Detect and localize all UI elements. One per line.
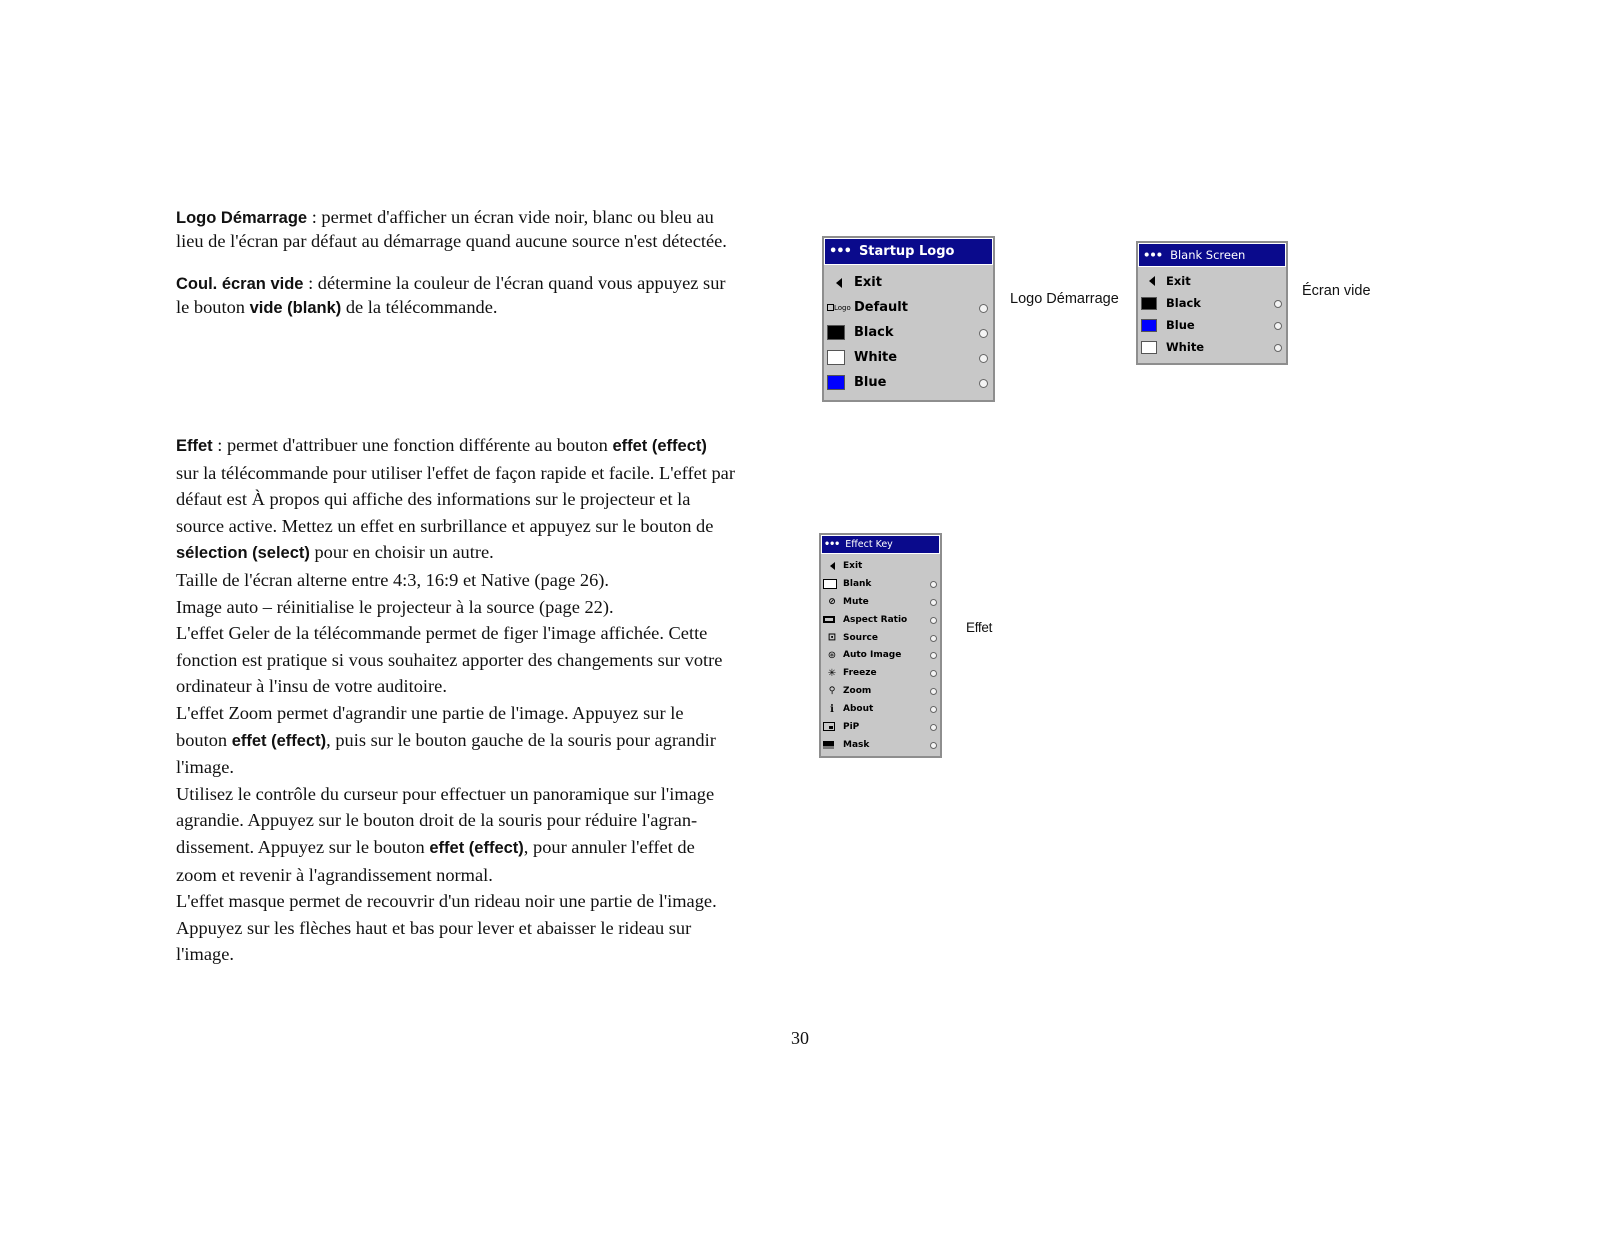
back-arrow-icon: [1138, 276, 1166, 286]
effect-key-menu-titlebar: [821, 535, 940, 554]
startup-logo-menu-titlebar: [824, 238, 993, 265]
back-arrow-icon: [821, 562, 843, 570]
menu-item-exit[interactable]: Exit: [824, 270, 993, 295]
menu-dots-icon: •••: [1143, 248, 1163, 262]
menu-item-source[interactable]: ⊡ Source: [821, 629, 940, 647]
menu-item-aspect-ratio[interactable]: Aspect Ratio: [821, 611, 940, 629]
radio-button[interactable]: [979, 354, 988, 363]
radio-button[interactable]: [930, 635, 937, 642]
radio-button[interactable]: [930, 599, 937, 606]
source-icon: ⊡: [827, 632, 837, 643]
black-swatch-icon: [1141, 297, 1157, 310]
startup-logo-caption: Logo Démarrage: [1010, 291, 1119, 307]
blank-screen-caption: Écran vide: [1302, 283, 1371, 299]
menu-item-default[interactable]: Logo Default: [824, 295, 993, 320]
radio-button[interactable]: [930, 617, 937, 624]
radio-button[interactable]: [930, 742, 937, 749]
menu-item-mask[interactable]: Mask: [821, 736, 940, 754]
blank-screen-menu-titlebar: [1138, 243, 1286, 267]
blank-color-paragraph: Coul. écran vide : détermine la couleur de l'écran quand vous appuyez sur le bouton vide (blank) de la télécommande.: [176, 273, 726, 317]
mute-icon: ⊘: [828, 596, 836, 607]
menu-item-about[interactable]: i About: [821, 700, 940, 718]
menu-title: Blank Screen: [1170, 248, 1246, 262]
aspect-ratio-icon: [823, 616, 835, 623]
radio-button[interactable]: [979, 304, 988, 313]
effect-paragraph: Effet : permet d'attribuer une fonction différente au bouton effet (effect) sur la télécommande pour utiliser l'effet de façon rapide et facile. L'effet par défaut est À propos qui affiche des informations sur le projecteur et la source active. Mettez un effet en surbrillance et appuyez sur le bouton de sélection (select) pour en choisir un autre. Taille de l'écran alterne entre 4:3, 16:9 et Native (page 26). Image auto – réinitialise le projecteur à la source (page 22). L'effet Geler de la télécommande permet de figer l'image affichée. Cette fonction est pratique si vous souhaitez apporter des changements sur votre ordinateur à l'insu de votre auditoire. L'effet Zoom permet d'agrandir une partie de l'image. Appuyez sur le bouton effet (effect), puis sur le bouton gauche de la souris pour agrandir l'image. Utilisez le contrôle du curseur pour effectuer un panoramique sur l'image agrandie. Appuyez sur le bouton droit de la souris pour réduire l'agran- dissement. Appuyez sur le bouton effet (effect), pour annuler l'effet de zoom et revenir à l'agrandissement normal. L'effet masque permet de recouvrir d'un rideau noir une partie de l'image. Appuyez sur les flèches haut et bas pour lever et abaisser le rideau sur l'image.: [176, 435, 735, 965]
startup-logo-menu: [822, 236, 995, 402]
blue-swatch-icon: [827, 375, 845, 390]
radio-button[interactable]: [1274, 300, 1282, 308]
menu-item-white[interactable]: White: [1138, 336, 1286, 358]
menu-item-exit[interactable]: Exit: [1138, 270, 1286, 292]
menu-item-zoom[interactable]: ⚲ Zoom: [821, 682, 940, 700]
zoom-icon: ⚲: [828, 686, 836, 697]
effect-key-menu: [819, 533, 942, 758]
blank-color-term: Coul. écran vide: [176, 275, 304, 293]
page-number: 30: [791, 1028, 809, 1048]
blue-swatch-icon: [1141, 319, 1157, 332]
menu-title: Startup Logo: [858, 244, 955, 259]
menu-title: Effect Key: [845, 539, 893, 550]
radio-button[interactable]: [979, 379, 988, 388]
white-swatch-icon: [827, 350, 845, 365]
blank-screen-icon: [823, 579, 837, 589]
radio-button[interactable]: [930, 706, 937, 713]
radio-button[interactable]: [930, 724, 937, 731]
menu-item-freeze[interactable]: ✳ Freeze: [821, 664, 940, 682]
effect-term: Effet: [176, 437, 213, 455]
menu-dots-icon: •••: [829, 244, 851, 259]
menu-item-blue[interactable]: Blue: [1138, 314, 1286, 336]
menu-item-black[interactable]: Black: [1138, 292, 1286, 314]
startup-logo-paragraph: Logo Démarrage : permet d'afficher un écran vide noir, blanc ou bleu au lieu de l'écran par défaut au démarrage quand aucune source n'est détectée.: [176, 207, 727, 251]
startup-logo-term: Logo Démarrage: [176, 209, 308, 227]
radio-button[interactable]: [979, 329, 988, 338]
black-swatch-icon: [827, 325, 845, 340]
menu-dots-icon: •••: [824, 539, 840, 550]
menu-item-pip[interactable]: PiP: [821, 718, 940, 736]
info-icon: i: [830, 703, 834, 715]
freeze-icon: ✳: [827, 667, 837, 679]
radio-button[interactable]: [930, 688, 937, 695]
radio-button[interactable]: [1274, 344, 1282, 352]
menu-item-blue[interactable]: Blue: [824, 370, 993, 395]
menu-item-black[interactable]: Black: [824, 320, 993, 345]
white-swatch-icon: [1141, 341, 1157, 354]
back-arrow-icon: [824, 278, 854, 288]
auto-image-icon: ⊛: [827, 649, 837, 661]
logo-icon: Logo: [824, 304, 854, 312]
radio-button[interactable]: [1274, 322, 1282, 330]
menu-item-blank[interactable]: Blank: [821, 575, 940, 593]
radio-button[interactable]: [930, 652, 937, 659]
menu-item-exit[interactable]: Exit: [821, 557, 940, 575]
menu-item-mute[interactable]: ⊘ Mute: [821, 593, 940, 611]
mask-icon: [823, 741, 834, 749]
blank-screen-menu: [1136, 241, 1288, 365]
radio-button[interactable]: [930, 670, 937, 677]
menu-item-white[interactable]: White: [824, 345, 993, 370]
pip-icon: [823, 722, 835, 731]
effect-caption: Effet: [966, 620, 993, 635]
menu-item-auto-image[interactable]: ⊛ Auto Image: [821, 646, 940, 664]
radio-button[interactable]: [930, 581, 937, 588]
